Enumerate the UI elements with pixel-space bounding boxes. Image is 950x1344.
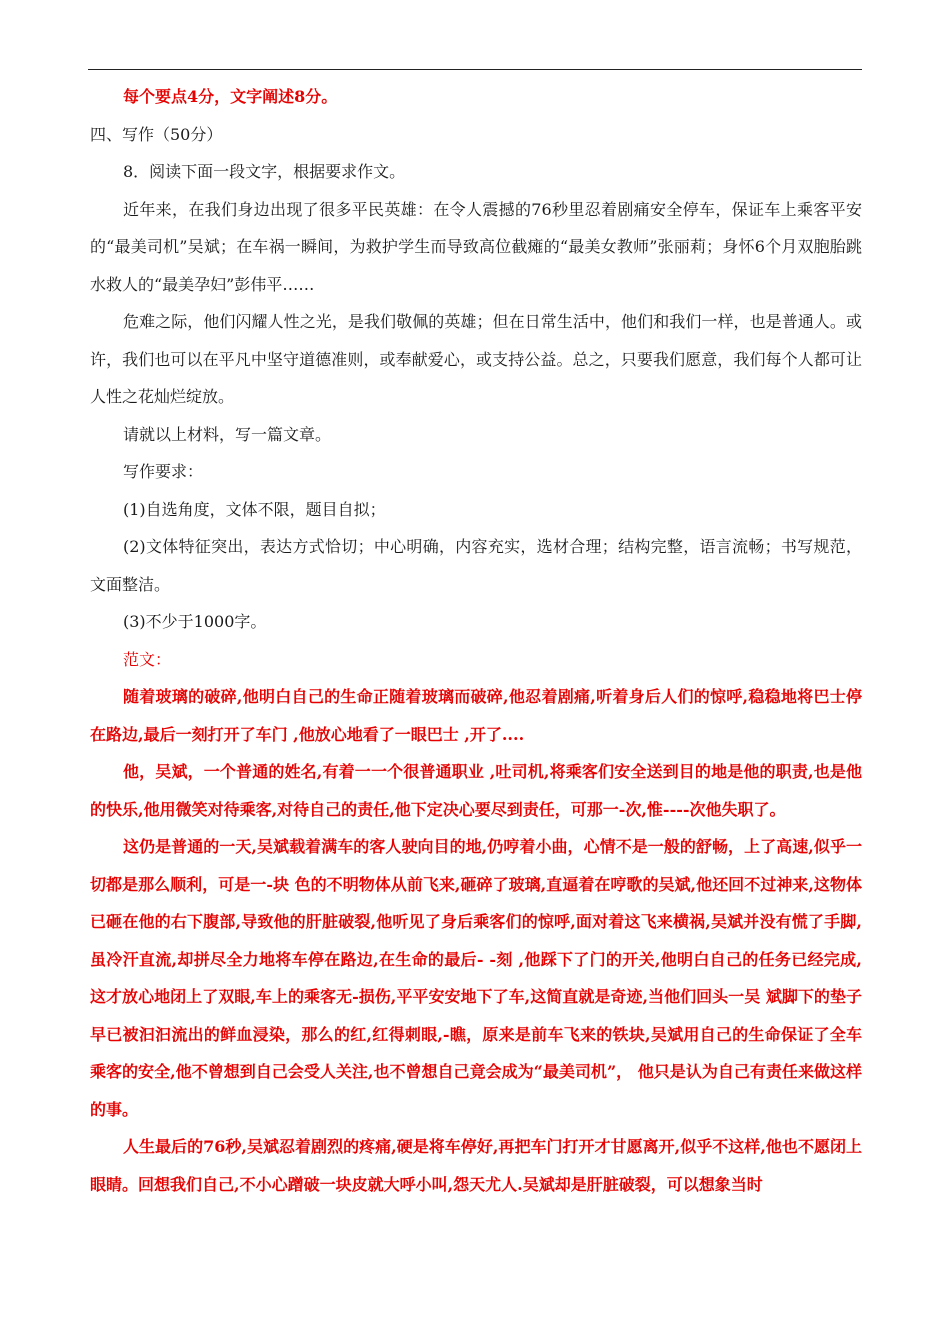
- requirement-item: (2)文体特征突出，表达方式恰切；中心明确，内容充实，选材合理；结构完整，语言流畅；书写规范，文面整洁。: [90, 537, 862, 594]
- sample-paragraph: 随着玻璃的破碎,他明白自己的生命正随着玻璃而破碎,他忍着剧痛,听着身后人们的惊呼,稳稳地将巴士停在路边,最后一刻打开了车门 ,他放心地看了一眼巴士 ,开了....: [90, 687, 862, 744]
- material-paragraph: 近年来，在我们身边出现了很多平民英雄：在令人震撼的76秒里忍着剧痛安全停车，保证车上乘客平安的“最美司机”吴斌；在车祸一瞬间，为救护学生而导致高位截瘫的“最美女教师”张丽莉；身怀6个月双胞胎跳水救人的“最美孕妇”彭伟平……: [90, 199, 862, 294]
- section-heading: 四、写作（50分）: [90, 124, 223, 144]
- sample-paragraph: 他，吴斌，一个普通的姓名,有着一一个很普通职业 ,吐司机,将乘客们安全送到目的地是他的职责,也是他的快乐,他用微笑对待乘客,对待自己的责任,他下定决心要尽到责任，可那一-次,惟----次他失职了。: [90, 762, 862, 819]
- requirements-title: 写作要求：: [123, 462, 204, 481]
- question-prompt: 8．阅读下面一段文字，根据要求作文。: [123, 162, 406, 181]
- material-paragraph: 危难之际，他们闪耀人性之光，是我们敬佩的英雄；但在日常生活中，他们和我们一样，也是普通人。或许，我们也可以在平凡中坚守道德准则，或奉献爱心，或支持公益。总之，只要我们愿意，我们每个人都可让人性之花灿烂绽放。: [90, 312, 862, 406]
- document-body: [90, 78, 862, 1203]
- score-note: 每个要点4分，文字阐述8分。: [123, 87, 338, 106]
- sample-paragraph: 人生最后的76秒,吴斌忍着剧烈的疼痛,硬是将车停好,再把车门打开才甘愿离开,似乎不这样,他也不愿闭上眼睛。回想我们自己,不小心蹭破一块皮就大呼小叫,怨天尤人.吴斌却是肝脏破裂，可以想象当时: [90, 1137, 862, 1194]
- sample-paragraph: 这仍是普通的一天,吴斌载着满车的客人驶向目的地,仍哼着小曲，心情不是一般的舒畅，上了高速,似乎一切都是那么顺利，可是一-块 色的不明物体从前飞来,砸碎了玻璃,直逼着在哼歌的吴斌,他还回不过神来,这物体已砸在他的右下腹部,导致他的肝脏破裂,他听见了身后乘客们的惊呼,面对着这飞来横祸,吴斌并没有慌了手脚,虽冷汗直流,却拼尽全力地将车停在路边,在生命的最后- -刻 ,他踩下了门的开关,他明白自己的任务已经完成,这才放心地闭上了双眼,车上的乘客无-损伤,平平安安地下了车,这简直就是奇迹,当他们回头一吴 斌脚下的垫子早已被汩汩流出的鲜血浸染，那么的红,红得刺眼,-瞧，原来是前车飞来的铁块,吴斌用自己的生命保证了全车乘客的安全,他不曾想到自己会受人关注,也不曾想自己竟会成为“最美司机”， 他只是认为自己有责任来做这样的事。: [90, 837, 862, 1119]
- header-rule: [88, 69, 862, 70]
- writing-instruction: 请就以上材料，写一篇文章。: [123, 424, 332, 444]
- requirement-item: (1)自选角度，文体不限，题目自拟；: [123, 499, 386, 519]
- sample-label: 范文：: [123, 649, 172, 669]
- requirement-item: (3)不少于1000字。: [123, 612, 267, 631]
